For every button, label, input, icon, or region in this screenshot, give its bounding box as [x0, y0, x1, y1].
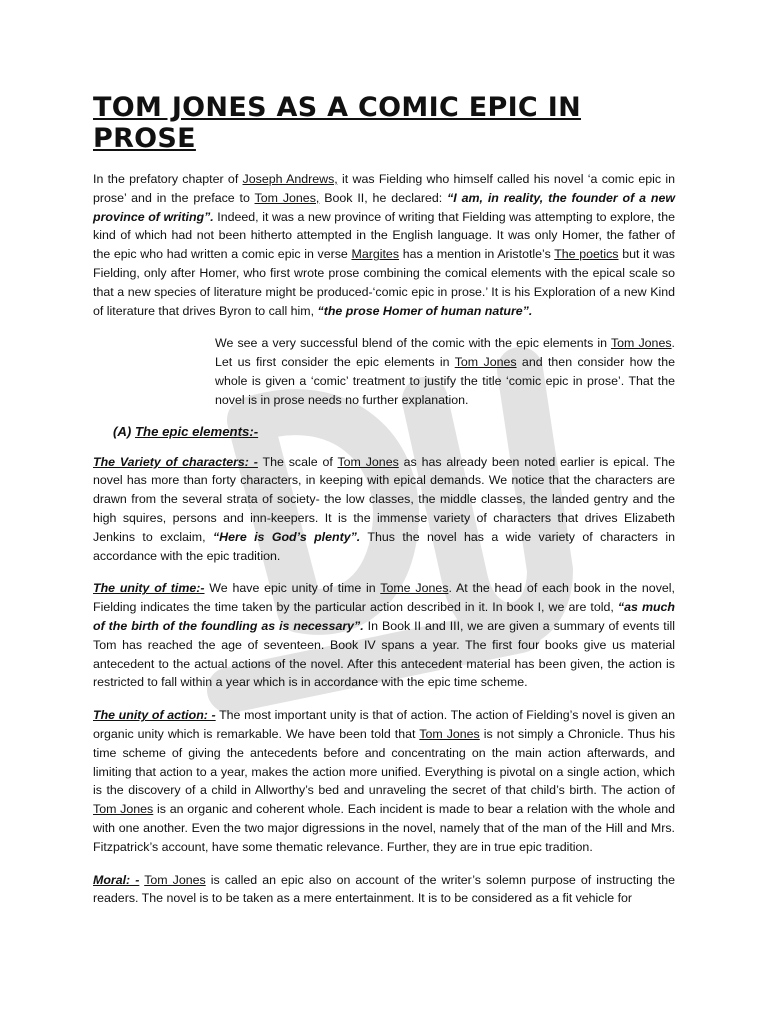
- jenkins-quote: “Here is God’s plenty”.: [212, 529, 361, 544]
- tom-jones-ref: Tom Jones,: [254, 190, 320, 205]
- variety-paragraph: [93, 453, 675, 566]
- blend-text-3: and then consider how the whole is given a ‘comic’ treatment to justify the title ‘comic epic in prose’. That the novel is in prose needs no further explanation.: [215, 355, 675, 407]
- action-paragraph: [93, 706, 675, 856]
- intro-text-2: it was Fielding who himself called his novel ‘a comic epic in prose’ and in the preface to: [93, 172, 675, 205]
- time-paragraph: [93, 579, 675, 692]
- tom-jones-ref: Tom Jones: [144, 872, 206, 887]
- tom-jones-ref: Tom Jones: [93, 802, 154, 817]
- joseph-andrews-ref: Joseph Andrews,: [242, 172, 338, 186]
- blend-paragraph: [93, 334, 675, 409]
- tom-jones-ref: Tom Jones: [337, 454, 399, 469]
- moral-paragraph: [93, 871, 675, 909]
- document-page: [93, 92, 675, 922]
- intro-text-6: but it was Fielding, only after Homer, who first wrote prose combining the comical elements with the epical scale so that a new species of literature might be produced-‘comic epic in prose.’ It is his Exploration of a new Kind of literature that drives Byron to call him,: [93, 247, 675, 318]
- tom-jones-ref: Tom Jones: [610, 336, 672, 351]
- moral-text-1: is called an epic also on account of the writer’s solemn purpose of instructing the readers. The novel is to be taken as a mere entertainment. It is to be considered as a fit vehicle for: [93, 872, 675, 906]
- action-text-1: The most important unity is that of action. The action of Fielding’s novel is given an organic unity which is remarkable. We have been told that: [93, 708, 675, 741]
- intro-text-3: Book II, he declared:: [319, 190, 448, 205]
- action-text-2: is not simply a Chronicle. Thus his time scheme of giving the antecedents before and concentrating on the main action afterwards, and limiting that action to a year, makes the action more unified. Everything is pivotal on a single action, which is the discovery of a child in Allworthy’s bed and unraveling the secret of that child’s birth. The action of: [93, 726, 676, 798]
- action-text-3: is an organic and coherent whole. Each incident is made to bear a relation with the whole and with one another. Even the two major digressions in the novel, namely that of the man of the Hill and Mrs. Fitzpatrick’s account, have some thematic relevance. Further, they are in true epic tradition.: [93, 802, 676, 854]
- variety-text-3: Thus the novel has a wide variety of characters in accordance with the epic tradition.: [93, 529, 676, 563]
- variety-heading: The Variety of characters: -: [93, 454, 258, 469]
- time-heading: The unity of time:-: [93, 581, 205, 596]
- time-text-3: In Book II and III, we are given a summary of events till Tom has reached the age of seventeen. Book IV spans a year. The first four books give us material antecedent to the actual actions of the novel. After this antecedent material has been given, the action is restricted to fall within a year which is in accordance with the epic time scheme.: [93, 618, 675, 690]
- blend-text-1: We see a very successful blend of the comic with the epic elements in: [215, 336, 611, 351]
- intro-paragraph: [93, 170, 675, 320]
- section-heading: [113, 424, 675, 439]
- tom-jones-ref: Tom Jones: [419, 726, 480, 741]
- time-text-1: We have epic unity of time in: [204, 581, 381, 596]
- margites-ref: Margites: [351, 247, 400, 262]
- moral-heading: Moral: -: [93, 872, 140, 887]
- tom-jones-ref: Tom Jones: [454, 355, 517, 370]
- tom-jones-ref: Tome Jones: [380, 581, 449, 596]
- byron-quote: “the prose Homer of human nature”.: [317, 303, 533, 318]
- action-heading: The unity of action: -: [93, 708, 216, 723]
- book-quote: “as much of the birth of the foundling as is necessary”.: [93, 600, 675, 633]
- intro-text-1: In the prefatory chapter of: [93, 172, 243, 186]
- document-title: TOM JONES AS A COMIC EPIC IN PROSE: [93, 92, 581, 154]
- blend-text-2: . Let us first consider the epic elements in: [215, 336, 675, 370]
- poetics-ref: The poetics: [554, 247, 619, 262]
- section-title: The epic elements:-: [134, 423, 259, 439]
- fielding-quote: “I am, in reality, the founder of a new province of writing”.: [93, 190, 675, 224]
- variety-text-1: The scale of: [257, 454, 338, 469]
- intro-text-4: Indeed, it was a new province of writing that Fielding was attempting to explore, the kind of which had not been hitherto attempted in the English language. It was only Homer, the father of the epic who had written a comic epic in verse: [93, 209, 675, 262]
- section-label: (A): [113, 423, 135, 439]
- time-text-2: . At the head of each book in the novel, Fielding indicates the time taken by the particular action described in it. In book I, we are told,: [93, 581, 675, 615]
- intro-text-5: has a mention in Aristotle’s: [399, 247, 555, 262]
- variety-text-2: as has already been noted earlier is epical. The novel has more than forty characters, in keeping with epical demands. We notice that the characters are drawn from the several strata of society- the low classes, the middle classes, the landed gentry and the high squires, persons and inn-keepers. It is the immense variety of characters that drives Elizabeth Jenkins to exclaim,: [93, 454, 675, 544]
